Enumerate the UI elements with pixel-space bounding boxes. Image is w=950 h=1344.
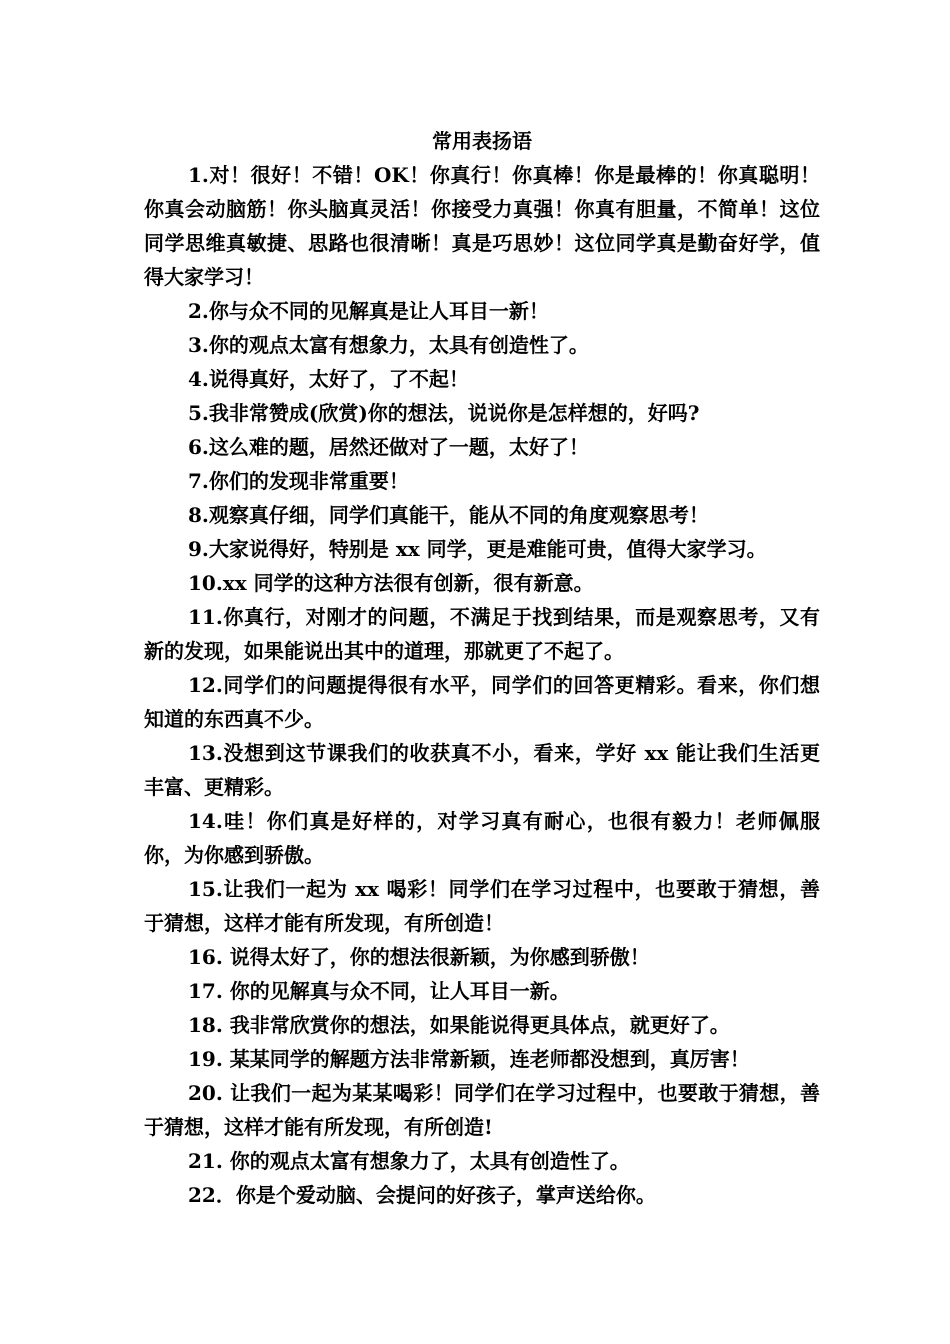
praise-item-4: 4.说得真好，太好了，了不起！ bbox=[188, 367, 469, 391]
praise-item-22: 22．你是个爱动脑、会提问的好孩子，掌声送给你。 bbox=[188, 1183, 656, 1207]
praise-item-11: 11.你真行，对刚才的问题，不满足于找到结果，而是观察思考，又有新的发现，如果能说出其中的道理，那就更了不起了。 bbox=[144, 605, 820, 663]
praise-item-17: 17. 你的见解真与众不同，让人耳目一新。 bbox=[188, 979, 570, 1003]
praise-item-19: 19. 某某同学的解题方法非常新颖，连老师都没想到，真厉害！ bbox=[188, 1047, 750, 1071]
praise-item-6: 6.这么难的题，居然还做对了一题，太好了！ bbox=[188, 435, 589, 459]
document-title: 常用表扬语 bbox=[432, 129, 532, 153]
praise-item-14: 14.哇！你们真是好样的，对学习真有耐心，也很有毅力！老师佩服你，为你感到骄傲。 bbox=[144, 809, 820, 867]
praise-item-18: 18. 我非常欣赏你的想法，如果能说得更具体点，就更好了。 bbox=[188, 1013, 730, 1037]
praise-item-16: 16. 说得太好了，你的想法很新颖，为你感到骄傲！ bbox=[188, 945, 650, 969]
praise-item-3: 3.你的观点太富有想象力，太具有创造性了。 bbox=[188, 333, 589, 357]
praise-item-21: 21. 你的观点太富有想象力了，太具有创造性了。 bbox=[188, 1149, 630, 1173]
praise-item-12: 12.同学们的问题提得很有水平，同学们的回答更精彩。看来，你们想知道的东西真不少。 bbox=[144, 673, 820, 731]
praise-item-8: 8.观察真仔细，同学们真能干，能从不同的角度观察思考！ bbox=[188, 503, 709, 527]
praise-item-20: 20. 让我们一起为某某喝彩！同学们在学习过程中，也要敢于猜想，善于猜想，这样才能有所发现，有所创造! bbox=[144, 1081, 820, 1139]
praise-item-1: 1.对！很好！不错！OK！你真行！你真棒！你是最棒的！你真聪明！你真会动脑筋！你头脑真灵活！你接受力真强！你真有胆量，不简单！这位同学思维真敏捷、思路也很清晰！真是巧思妙！这位同学真是勤奋好学，值得大家学习！ bbox=[144, 163, 820, 289]
praise-item-10: 10.xx 同学的这种方法很有创新，很有新意。 bbox=[188, 571, 594, 595]
document-body bbox=[144, 124, 820, 1212]
praise-item-15: 15.让我们一起为 xx 喝彩！同学们在学习过程中，也要敢于猜想，善于猜想，这样才能有所发现，有所创造！ bbox=[144, 877, 820, 935]
praise-item-2: 2.你与众不同的见解真是让人耳目一新！ bbox=[188, 299, 549, 323]
praise-item-13: 13.没想到这节课我们的收获真不小，看来，学好 xx 能让我们生活更丰富、更精彩。 bbox=[144, 741, 820, 799]
praise-item-9: 9.大家说得好，特别是 xx 同学，更是难能可贵，值得大家学习。 bbox=[188, 537, 767, 561]
praise-item-7: 7.你们的发现非常重要！ bbox=[188, 469, 409, 493]
praise-item-5: 5.我非常赞成(欣赏)你的想法，说说你是怎样想的，好吗? bbox=[188, 401, 700, 425]
